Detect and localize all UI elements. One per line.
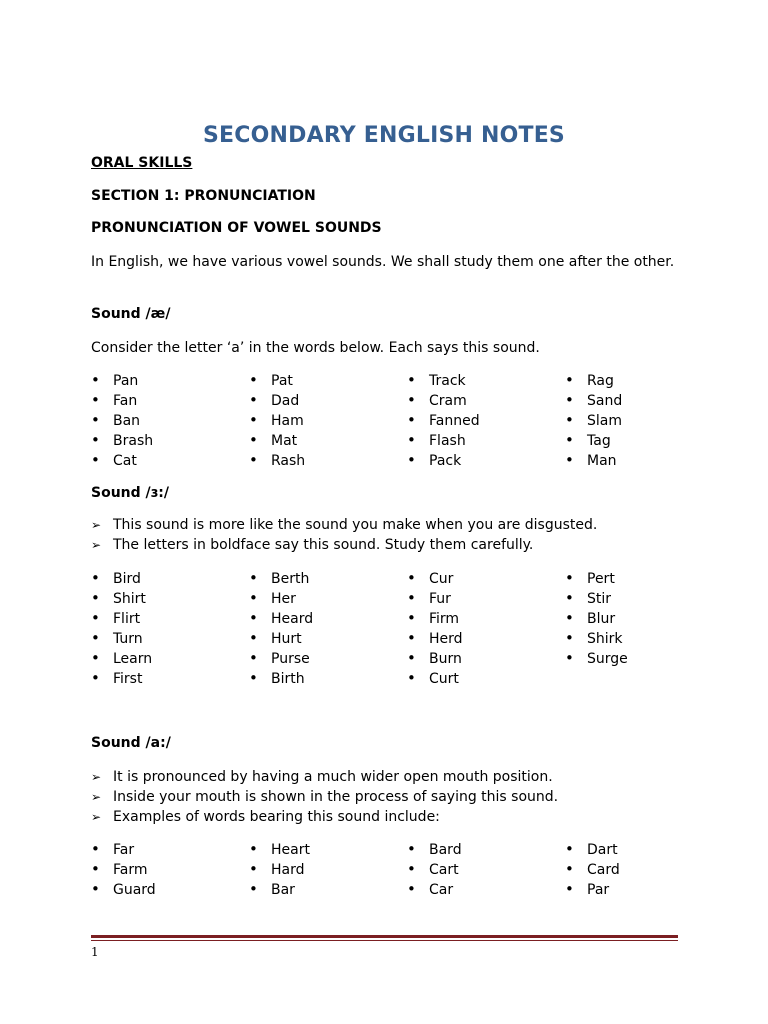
word-item (91, 568, 152, 588)
word-text: Sand (587, 393, 623, 409)
word-text: Rag (587, 373, 614, 389)
arrow-list-item (91, 767, 558, 787)
bullet-icon: • (249, 840, 258, 858)
word-text: Slam (587, 413, 622, 429)
word-item (91, 370, 153, 390)
word-item (249, 879, 310, 899)
word-item (91, 668, 152, 688)
word-item (407, 859, 462, 879)
word-text: Ham (271, 413, 304, 429)
bullet-icon: • (565, 609, 574, 627)
bullet-icon: • (407, 860, 416, 878)
arrow-bullet-icon: ➢ (91, 790, 102, 804)
arrow-list-text: Inside your mouth is shown in the process of saying this sound. (113, 789, 559, 805)
word-text: Farm (113, 862, 148, 878)
word-item (565, 450, 622, 470)
sound-ae-text: Consider the letter ‘a’ in the words below. Each says this sound. (91, 340, 540, 356)
word-text: Herd (429, 631, 463, 647)
word-item (249, 370, 305, 390)
word-item (249, 608, 313, 628)
word-text: Guard (113, 882, 156, 898)
bullet-icon: • (565, 880, 574, 898)
word-item (249, 668, 313, 688)
word-text: Pan (113, 373, 139, 389)
word-column (565, 370, 622, 470)
word-text: Birth (271, 671, 305, 687)
arrow-bullet-icon: ➢ (91, 770, 102, 784)
bullet-icon: • (91, 451, 100, 469)
word-item (91, 410, 153, 430)
word-item (249, 859, 310, 879)
word-item (91, 648, 152, 668)
word-item (91, 879, 156, 899)
bullet-icon: • (407, 629, 416, 647)
bullet-icon: • (249, 371, 258, 389)
word-item (249, 410, 305, 430)
word-item (91, 859, 156, 879)
word-item (91, 628, 152, 648)
word-column (407, 568, 463, 688)
word-text: Cat (113, 453, 137, 469)
word-text: Heart (271, 842, 310, 858)
arrow-list-text: The letters in boldface say this sound. Study them carefully. (113, 537, 534, 553)
word-item (249, 588, 313, 608)
bullet-icon: • (407, 569, 416, 587)
bullet-icon: • (407, 609, 416, 627)
word-text: Surge (587, 651, 628, 667)
bullet-icon: • (249, 569, 258, 587)
word-text: Far (113, 842, 135, 858)
word-text: Bird (113, 571, 141, 587)
word-item (91, 430, 153, 450)
word-item (91, 450, 153, 470)
word-item (565, 879, 620, 899)
word-column (407, 370, 480, 470)
word-item (249, 430, 305, 450)
bullet-icon: • (249, 391, 258, 409)
word-item (565, 370, 622, 390)
word-text: Dad (271, 393, 300, 409)
word-item (249, 450, 305, 470)
word-text: Hard (271, 862, 305, 878)
bullet-icon: • (565, 589, 574, 607)
word-item (565, 390, 622, 410)
word-text: Bar (271, 882, 295, 898)
word-text: Fur (429, 591, 451, 607)
word-item (249, 628, 313, 648)
bullet-icon: • (407, 589, 416, 607)
word-text: Pert (587, 571, 615, 587)
word-item (565, 410, 622, 430)
arrow-list-text: This sound is more like the sound you make when you are disgusted. (113, 517, 598, 533)
document-title: SECONDARY ENGLISH NOTES (203, 123, 565, 148)
arrow-list-item (91, 515, 597, 535)
bullet-icon: • (249, 609, 258, 627)
word-text: Flirt (113, 611, 141, 627)
word-text: Berth (271, 571, 310, 587)
bullet-icon: • (249, 880, 258, 898)
bullet-icon: • (407, 880, 416, 898)
bullet-icon: • (91, 609, 100, 627)
arrow-list-item (91, 787, 558, 807)
word-column (565, 568, 628, 668)
sound-ae-heading: Sound /æ/ (91, 306, 171, 322)
word-column (249, 568, 313, 688)
word-text: Fan (113, 393, 138, 409)
word-text: Brash (113, 433, 154, 449)
bullet-icon: • (407, 371, 416, 389)
word-text: Flash (429, 433, 466, 449)
bullet-icon: • (565, 391, 574, 409)
footer-rule-thick (91, 935, 678, 938)
bullet-icon: • (91, 589, 100, 607)
arrow-list-item (91, 807, 558, 827)
sound-er-notes (91, 515, 597, 555)
bullet-icon: • (565, 840, 574, 858)
word-text: Bard (429, 842, 462, 858)
bullet-icon: • (565, 451, 574, 469)
word-column (565, 839, 620, 899)
bullet-icon: • (407, 669, 416, 687)
word-item (407, 370, 480, 390)
bullet-icon: • (407, 840, 416, 858)
bullet-icon: • (565, 431, 574, 449)
footer-rule-thin (91, 940, 678, 941)
section-heading: SECTION 1: PRONUNCIATION (91, 188, 316, 204)
word-text: Dart (587, 842, 618, 858)
word-item (565, 430, 622, 450)
word-text: Mat (271, 433, 298, 449)
word-text: Card (587, 862, 620, 878)
bullet-icon: • (91, 371, 100, 389)
word-item (407, 628, 463, 648)
word-item (565, 588, 628, 608)
word-text: Ban (113, 413, 141, 429)
word-item (407, 839, 462, 859)
word-item (407, 390, 480, 410)
word-text: Purse (271, 651, 310, 667)
word-item (565, 628, 628, 648)
bullet-icon: • (407, 391, 416, 409)
bullet-icon: • (249, 860, 258, 878)
word-text: Firm (429, 611, 460, 627)
word-item (407, 588, 463, 608)
bullet-icon: • (91, 431, 100, 449)
word-item (565, 839, 620, 859)
arrow-bullet-icon: ➢ (91, 810, 102, 824)
bullet-icon: • (249, 411, 258, 429)
bullet-icon: • (565, 860, 574, 878)
bullet-icon: • (249, 431, 258, 449)
intro-paragraph: In English, we have various vowel sounds. We shall study them one after the other. (91, 254, 675, 270)
word-item (407, 879, 462, 899)
word-text: Track (429, 373, 466, 389)
word-item (565, 859, 620, 879)
bullet-icon: • (91, 391, 100, 409)
word-text: Blur (587, 611, 616, 627)
bullet-icon: • (565, 569, 574, 587)
bullet-icon: • (91, 629, 100, 647)
word-text: First (113, 671, 143, 687)
word-text: Tag (587, 433, 611, 449)
word-item (407, 648, 463, 668)
word-text: Curt (429, 671, 459, 687)
bullet-icon: • (91, 860, 100, 878)
bullet-icon: • (91, 840, 100, 858)
word-item (91, 390, 153, 410)
word-text: Par (587, 882, 610, 898)
word-text: Pack (429, 453, 462, 469)
word-column (407, 839, 462, 899)
word-text: Hurt (271, 631, 302, 647)
word-column (249, 839, 310, 899)
word-item (407, 668, 463, 688)
bullet-icon: • (249, 649, 258, 667)
word-item (407, 410, 480, 430)
word-item (91, 608, 152, 628)
word-item (91, 588, 152, 608)
arrow-bullet-icon: ➢ (91, 538, 102, 552)
word-item (407, 450, 480, 470)
word-item (565, 648, 628, 668)
arrow-list-item (91, 535, 597, 555)
word-item (249, 390, 305, 410)
oral-skills-heading: ORAL SKILLS (91, 155, 193, 171)
bullet-icon: • (407, 451, 416, 469)
word-item (91, 839, 156, 859)
bullet-icon: • (565, 371, 574, 389)
sound-er-heading: Sound /ɜ:/ (91, 485, 169, 501)
page-number: 1 (91, 945, 99, 959)
word-text: Cur (429, 571, 454, 587)
word-text: Learn (113, 651, 153, 667)
arrow-list-text: It is pronounced by having a much wider open mouth position. (113, 769, 553, 785)
word-text: Shirk (587, 631, 623, 647)
bullet-icon: • (249, 589, 258, 607)
bullet-icon: • (91, 569, 100, 587)
word-text: Pat (271, 373, 293, 389)
arrow-list-text: Examples of words bearing this sound include: (113, 809, 440, 825)
bullet-icon: • (565, 629, 574, 647)
bullet-icon: • (565, 411, 574, 429)
word-text: Rash (271, 453, 306, 469)
word-text: Fanned (429, 413, 480, 429)
word-text: Burn (429, 651, 462, 667)
bullet-icon: • (407, 649, 416, 667)
bullet-icon: • (91, 649, 100, 667)
arrow-bullet-icon: ➢ (91, 518, 102, 532)
word-item (407, 608, 463, 628)
bullet-icon: • (407, 431, 416, 449)
sound-aa-heading: Sound /a:/ (91, 735, 171, 751)
word-item (565, 568, 628, 588)
word-item (565, 608, 628, 628)
bullet-icon: • (249, 451, 258, 469)
bullet-icon: • (249, 629, 258, 647)
word-text: Shirt (113, 591, 146, 607)
word-column (249, 370, 305, 470)
word-item (249, 568, 313, 588)
word-text: Heard (271, 611, 314, 627)
bullet-icon: • (565, 649, 574, 667)
word-item (249, 839, 310, 859)
vowel-sounds-heading: PRONUNCIATION OF VOWEL SOUNDS (91, 220, 382, 236)
word-column (91, 839, 156, 899)
word-column (91, 568, 152, 688)
bullet-icon: • (407, 411, 416, 429)
word-item (407, 568, 463, 588)
word-column (91, 370, 153, 470)
word-text: Her (271, 591, 296, 607)
word-item (249, 648, 313, 668)
sound-aa-notes (91, 767, 558, 827)
word-text: Turn (113, 631, 143, 647)
word-text: Stir (587, 591, 612, 607)
bullet-icon: • (91, 669, 100, 687)
word-text: Cram (429, 393, 467, 409)
bullet-icon: • (91, 880, 100, 898)
word-text: Man (587, 453, 617, 469)
word-text: Cart (429, 862, 459, 878)
word-item (407, 430, 480, 450)
bullet-icon: • (91, 411, 100, 429)
bullet-icon: • (249, 669, 258, 687)
word-text: Car (429, 882, 454, 898)
